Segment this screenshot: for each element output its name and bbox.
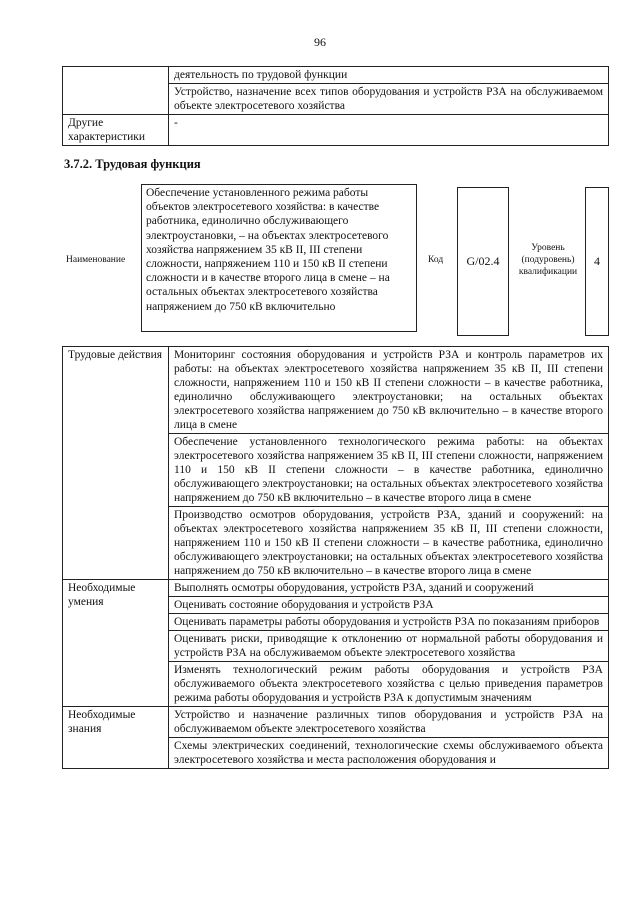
- list-item: Оценивать состояние оборудования и устройств РЗА: [169, 597, 609, 614]
- level-value: 4: [585, 187, 609, 336]
- list-item: Обеспечение установленного технологического режима работы: на объектах электросетевого хозяйства напряжением 35 кВ II, III степени сложности, напряжением 110 и 150 кВ II степени сложности – в качестве работника, единолично обслуживающего электроустановки; на остальных объектах электросетевого хозяйства напряжением до 750 кВ включительно – в качестве второго лица в смене: [169, 434, 609, 507]
- list-item: Оценивать риски, приводящие к отклонению от нормальной работы оборудования и устройств РЗА на обслуживаемом объекте электросетевого хозяйства: [169, 631, 609, 662]
- list-item: Оценивать параметры работы оборудования и устройств РЗА по показаниям приборов: [169, 614, 609, 631]
- list-item: Выполнять осмотры оборудования, устройств РЗА, зданий и сооружений: [169, 580, 609, 597]
- table-cell: Устройство, назначение всех типов оборудования и устройств РЗА на обслуживаемом объекте электросетевого хозяйства: [169, 84, 609, 115]
- list-item: Изменять технологический режим работы оборудования и устройств РЗА обслуживаемого объекта электросетевого хозяйства с целью приведения параметров режима работы оборудования и устройств РЗА к допустимым значениям: [169, 662, 609, 707]
- code-value: G/02.4: [457, 187, 509, 336]
- list-item: Мониторинг состояния оборудования и устройств РЗА и контроль параметров их работы: на объектах электросетевого хозяйства напряжением 35 кВ II, III степени сложности, напряжением 110 и 150 кВ II степени сложности – в качестве работника, единолично обслуживающего электроустановки; на остальных объектах электросетевого хозяйства напряжением до 750 кВ включительно – в качестве второго лица в смене: [169, 347, 609, 434]
- row-label: [63, 67, 169, 115]
- table-row: [63, 580, 609, 597]
- row-label: Другие характеристики: [63, 115, 169, 146]
- table-cell: деятельность по трудовой функции: [169, 67, 609, 84]
- table-cell: -: [169, 115, 609, 146]
- function-table: [62, 346, 609, 769]
- section-label: Необходимые умения: [63, 580, 169, 707]
- table-row: [63, 347, 609, 434]
- level-label: Уровень (подуровень) квалификации: [518, 243, 578, 277]
- list-item: Производство осмотров оборудования, устройств РЗА, зданий и сооружений: на объектах электросетевого хозяйства напряжением 35 кВ II, III степени сложности, напряжением 110 и 150 кВ II степени сложности – в качестве работника, единолично обслуживающего электроустановки; на остальных объектах электросетевого хозяйства напряжением до 750 кВ включительно – в качестве второго лица в смене: [169, 507, 609, 580]
- name-label: Наименование: [66, 255, 126, 265]
- code-label: Код: [428, 255, 444, 265]
- table-row: [63, 707, 609, 738]
- top-table: [62, 66, 609, 146]
- table-row: [63, 67, 609, 84]
- table-row: [63, 115, 609, 146]
- section-label: Необходимые знания: [63, 707, 169, 769]
- section-title: 3.7.2. Трудовая функция: [64, 157, 201, 171]
- list-item: Устройство и назначение различных типов оборудования и устройств РЗА на обслуживаемом объекте электросетевого хозяйства: [169, 707, 609, 738]
- page-number: 96: [314, 35, 326, 49]
- section-label: Трудовые действия: [63, 347, 169, 580]
- name-value: Обеспечение установленного режима работы объектов электросетевого хозяйства: в качестве работника, единолично обслуживающего электроустановки, – на объектах электросетевого хозяйства напряжением 35 кВ II, III степени сложности, напряжением 110 и 150 кВ II степени сложности и в качестве второго лица в смене – на остальных объектах электросетевого хозяйства напряжением до 750 кВ включительно: [141, 184, 417, 332]
- list-item: Схемы электрических соединений, технологические схемы обслуживаемого объекта электросетевого хозяйства и места расположения оборудования и: [169, 738, 609, 769]
